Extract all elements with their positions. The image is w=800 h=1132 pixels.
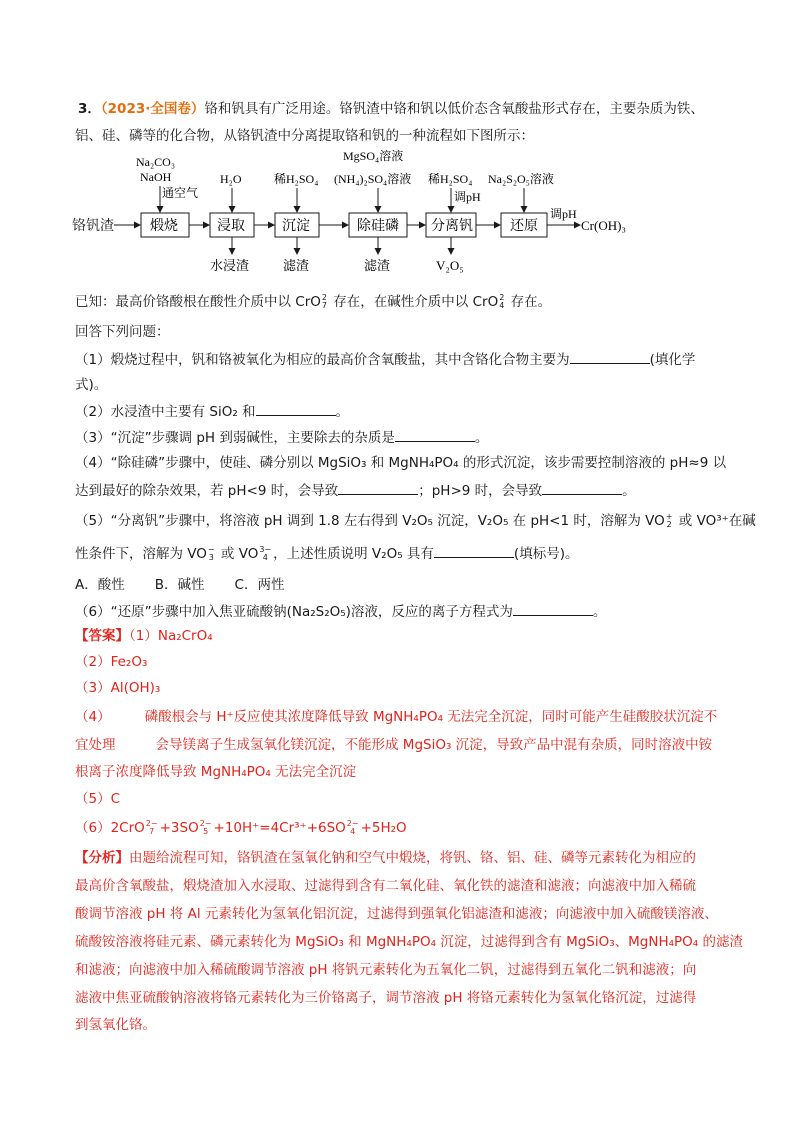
q4-text-d: 。 bbox=[622, 483, 636, 499]
option-c[interactable]: C．两性 bbox=[234, 577, 285, 593]
question-intro-line-1 bbox=[78, 99, 704, 119]
q4-text-c: ；pH>9 时，会导致 bbox=[418, 483, 543, 499]
q5-text-b3: ，上述性质说明 V₂O₅ 具有 bbox=[273, 546, 434, 562]
eq-part-6: +5H₂O bbox=[360, 820, 407, 836]
flow-box-desilicon-label: 除硅磷 bbox=[357, 219, 399, 234]
analysis-line-4: 硫酸铵溶液将硅元素、磷元素转化为 MgSiO₃ 和 MgNH₄PO₄ 沉淀，过滤得到含有 MgSiO₃、MgNH₄PO₄ 的滤渣 bbox=[75, 934, 744, 950]
q3-text-b: 。 bbox=[474, 430, 489, 446]
q2-text-b: 。 bbox=[335, 404, 350, 420]
flow-out-residue-2: 滤渣 bbox=[364, 258, 391, 273]
answer-4-text-2a: 宜处理 bbox=[75, 737, 116, 753]
answer-4-text-1: 磷酸根会与 H⁺反应使其浓度降低导致 MgNH₄PO₄ 无法完全沉淀，同时可能产生硅酸胶状沉淀不 bbox=[144, 709, 718, 725]
eq-part-3: +3S bbox=[159, 820, 189, 836]
known-text-3: 存在，在碱性介质中以 CrO bbox=[329, 294, 499, 310]
flow-reagent-dilute-h2so4-b: 稀H₂SO₄ bbox=[428, 172, 473, 186]
q5-line-1 bbox=[75, 511, 756, 531]
option-b[interactable]: B．碱性 bbox=[154, 577, 205, 593]
q1-answer-blank[interactable] bbox=[570, 349, 650, 364]
eq-sub-1: 7 bbox=[149, 827, 155, 836]
question-source: （2023·全国卷） bbox=[100, 101, 205, 117]
process-flow-diagram bbox=[70, 146, 650, 276]
q5-text-b2: 或 VO bbox=[216, 546, 259, 562]
q5-text-a2: 或 VO³⁺在碱 bbox=[674, 513, 756, 529]
question-intro-1: 铬和钒具有广泛用途。铬钒渣中铬和钒以低价态含氧酸盐形式存在，主要杂质为铁、 bbox=[204, 101, 704, 117]
q4-answer-blank-1[interactable] bbox=[338, 480, 418, 495]
eq-part-2: O bbox=[134, 820, 145, 836]
flow-end-label: Cr(OH)₃ bbox=[581, 218, 626, 233]
answer-label: 【答案】 bbox=[75, 628, 129, 644]
flow-reagent-adjust-ph: 调pH bbox=[454, 190, 481, 204]
flow-out-water-residue: 水浸渣 bbox=[210, 258, 250, 273]
known-charge-b bbox=[499, 294, 504, 310]
eq-part-5: +10H⁺=4Cr³⁺+6SO bbox=[213, 820, 346, 836]
q5-sup-b: − bbox=[207, 545, 215, 554]
q5-sup-a: + bbox=[665, 512, 673, 521]
known-sup-b: 2 bbox=[499, 293, 505, 302]
question-number: 3． bbox=[78, 101, 101, 117]
question-intro-line-2: 铝、硅、磷等的化合物，从铬钒渣中分离提取铬和钒的一种流程如下图所示： bbox=[75, 128, 534, 144]
flow-reagent-nh4so4: (NH₄)₂SO₄溶液 bbox=[334, 172, 412, 186]
answer-4-line-3: 根离子浓度降低导致 MgNH₄PO₄ 无法完全沉淀 bbox=[75, 764, 357, 780]
known-charge-a bbox=[322, 294, 327, 310]
flow-reagent-naoh: NaOH bbox=[140, 170, 172, 184]
eq-part-4: O bbox=[188, 820, 199, 836]
flow-adjust-ph-end: 调pH bbox=[550, 207, 577, 221]
q3-answer-blank[interactable] bbox=[395, 427, 475, 442]
answer-4-line-2 bbox=[75, 735, 712, 755]
eq-charge-3 bbox=[347, 820, 359, 836]
known-line bbox=[75, 292, 551, 312]
q1-line-1 bbox=[75, 349, 695, 370]
analysis-text-1: 由题给流程可知，铬钒渣在氢氧化钠和空气中煅烧，将钒、铬、铝、硅、磷等元素转化为相应的 bbox=[129, 850, 696, 866]
analysis-line-2: 最高价含氧酸盐，煅烧渣加入水浸取、过滤得到含有二氧化硅、氧化铁的滤渣和滤液；向滤液中加入稀硫 bbox=[75, 878, 696, 894]
answer-3: （3）Al(OH)₃ bbox=[75, 680, 161, 696]
eq-part-1: （6）2Cr bbox=[75, 820, 135, 836]
known-text-4: 存在。 bbox=[506, 294, 552, 310]
q5-text-b4: (填标号)。 bbox=[513, 546, 579, 562]
q2-answer-blank[interactable] bbox=[256, 401, 336, 416]
q5-text-a: （5）“分离钒”步骤中，将溶液 pH 调到 1.8 左右得到 V₂O₅ 沉淀，V₂O₅ 在 pH<1 时，溶解为 VO bbox=[75, 513, 665, 529]
flow-box-separate-label: 分离钒 bbox=[431, 219, 473, 234]
answer-2: （2）Fe₂O₃ bbox=[75, 654, 148, 670]
known-text-1: 已知：最高价铬酸根在酸性介质中以 Cr bbox=[75, 294, 311, 310]
known-sub-b: 4 bbox=[499, 301, 505, 310]
known-text-2: O bbox=[310, 294, 321, 310]
answer-5: （5）C bbox=[75, 791, 121, 807]
answer-4-line-1 bbox=[75, 707, 717, 727]
analysis-line-6: 滤液中焦亚硫酸钠溶液将铬元素转化为三价铬离子，调节溶液 pH 将铬元素转化为氢氧化铬沉淀，过滤得 bbox=[75, 990, 697, 1006]
q3-text-a: （3）“沉淀”步骤调 pH 到弱碱性，主要除去的杂质是 bbox=[75, 430, 395, 446]
q4-line-1: （4）“除硅磷”步骤中，使硅、磷分别以 MgSiO₃ 和 MgNH₄PO₄ 的形式沉淀，该步需要控制溶液的 pH≈9 以 bbox=[75, 455, 727, 471]
q6-answer-blank[interactable] bbox=[513, 601, 593, 616]
q5-sub-c: 4 bbox=[262, 553, 268, 562]
flow-reagent-air: 通空气 bbox=[162, 186, 199, 200]
flow-box-reduce-label: 还原 bbox=[510, 219, 538, 234]
q2-text-a: （2）水浸渣中主要有 SiO₂ 和 bbox=[75, 404, 256, 420]
answer-4-num: （4） bbox=[75, 709, 111, 725]
flow-reagent-na2s2o5: Na₂S₂O₅溶液 bbox=[488, 172, 554, 186]
q4-line-2 bbox=[75, 480, 636, 501]
flow-reagent-mgso4: MgSO₄溶液 bbox=[343, 149, 404, 163]
eq-sup-1: 2− bbox=[145, 819, 158, 828]
analysis-line-5: 和滤液；向滤液中加入稀硫酸调节溶液 pH 将钒元素转化为五氧化二钒，过滤得到五氧化二钒和滤液；向 bbox=[75, 962, 697, 978]
prompt: 回答下列问题： bbox=[75, 324, 170, 340]
q6-line bbox=[75, 601, 606, 622]
q4-answer-blank-2[interactable] bbox=[542, 480, 622, 495]
flow-start-label: 铬钒渣 bbox=[72, 219, 114, 234]
answer-1: （1）Na₂CrO₄ bbox=[129, 628, 213, 644]
eq-charge-1 bbox=[146, 820, 158, 836]
known-sub-a: 7 bbox=[321, 301, 328, 310]
q1-text-c: 式)。 bbox=[75, 377, 108, 393]
flow-out-v2o5: V₂O₅ bbox=[436, 258, 464, 273]
flow-reagent-dilute-h2so4-a: 稀H₂SO₄ bbox=[274, 172, 319, 186]
q4-text-b: 达到最好的除杂效果，若 pH<9 时，会导致 bbox=[75, 483, 339, 499]
q5-text-b: 性条件下，溶解为 VO bbox=[75, 546, 207, 562]
flow-box-precipitate-label: 沉淀 bbox=[282, 219, 310, 234]
q5-sub-b: 3 bbox=[208, 553, 214, 562]
q5-answer-blank[interactable] bbox=[434, 543, 514, 558]
answer-line-1 bbox=[75, 626, 213, 646]
flow-box-leach-label: 浸取 bbox=[217, 219, 245, 234]
flow-reagent-na2co3: Na₂CO₃ bbox=[136, 155, 176, 169]
q1-text-a: （1）煅烧过程中，钒和铬被氧化为相应的最高价含氧酸盐，其中含铬化合物主要为 bbox=[75, 352, 570, 368]
eq-sup-2: 2− bbox=[199, 819, 212, 828]
q5-sub-a: 2 bbox=[666, 520, 672, 529]
answer-4-text-2b: 会导镁离子生成氢氧化镁沉淀，不能形成 MgSiO₃ 沉淀，导致产品中混有杂质，同时溶液中铵 bbox=[155, 737, 713, 753]
q5-sup-c: 3− bbox=[259, 545, 272, 554]
answer-6-equation bbox=[75, 818, 407, 838]
q3-line bbox=[75, 427, 488, 448]
options-line bbox=[75, 575, 284, 595]
eq-charge-2 bbox=[200, 820, 212, 836]
analysis-line-7: 到氢氧化铬。 bbox=[75, 1017, 156, 1033]
eq-sup-3: 2− bbox=[346, 819, 359, 828]
option-a[interactable]: A．酸性 bbox=[75, 577, 125, 593]
flow-out-residue-1: 滤渣 bbox=[283, 258, 310, 273]
known-sup-a: 2 bbox=[321, 293, 328, 302]
eq-sub-3: 4 bbox=[350, 827, 356, 836]
q1-text-b: (填化学 bbox=[649, 352, 696, 368]
q6-text-a: （6）“还原”步骤中加入焦亚硫酸钠(Na₂S₂O₅)溶液，反应的离子方程式为 bbox=[75, 604, 513, 620]
q5-line-2 bbox=[75, 543, 578, 564]
flow-box-calcine-label: 煅烧 bbox=[150, 219, 178, 234]
q5-charge-c bbox=[259, 546, 271, 562]
q2-line bbox=[75, 401, 349, 422]
analysis-label: 【分析】 bbox=[75, 850, 129, 866]
q5-charge-b bbox=[208, 546, 215, 562]
analysis-line-1 bbox=[75, 848, 696, 868]
flow-reagent-water: H₂O bbox=[220, 172, 242, 186]
eq-sub-2: 5 bbox=[203, 827, 209, 836]
q6-text-b: 。 bbox=[592, 604, 607, 620]
q5-charge-a bbox=[666, 513, 673, 529]
analysis-line-3: 酸调节溶液 pH 将 Al 元素转化为氢氧化铝沉淀，过滤得到强氧化铝滤渣和滤液；向滤液中加入硫酸镁溶液、 bbox=[75, 906, 718, 922]
